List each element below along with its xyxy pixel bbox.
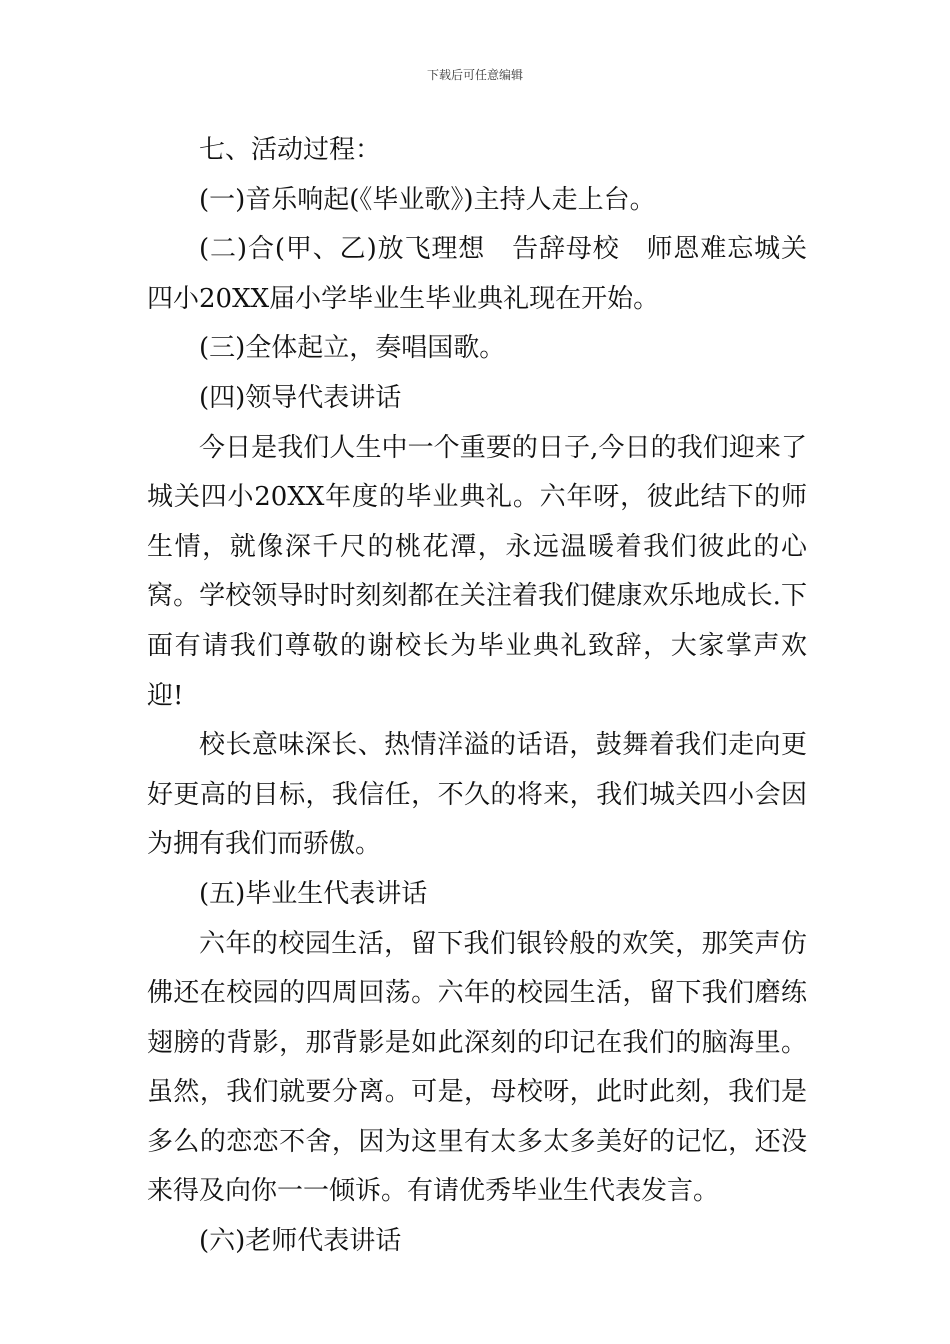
step-4-heading: (四)领导代表讲话: [199, 382, 402, 413]
step-2-paragraph: (二)合(甲、乙)放飞理想 告辞母校 师恩难忘城关四小20XX届小学毕业生毕业典礼现在开始。: [147, 234, 807, 314]
leader-speech-intro-paragraph: 今日是我们人生中一个重要的日子,今日的我们迎来了城关四小20XX年度的毕业典礼。六年呀，彼此结下的师生情，就像深千尺的桃花潭，永远温暖着我们彼此的心窝。学校领导时时刻刻都在关注着我们健康欢乐地成长.下面有请我们尊敬的谢校长为毕业典礼致辞，大家掌声欢迎!: [147, 432, 807, 711]
principal-speech-followup-paragraph: 校长意味深长、热情洋溢的话语，鼓舞着我们走向更好更高的目标，我信任，不久的将来，我们城关四小会因为拥有我们而骄傲。: [147, 730, 807, 860]
step-1-paragraph: (一)音乐响起(《毕业歌》)主持人走上台。: [199, 184, 656, 215]
step-6-heading: (六)老师代表讲话: [199, 1226, 402, 1257]
step-3-paragraph: (三)全体起立，奏唱国歌。: [199, 333, 506, 364]
step-5-heading: (五)毕业生代表讲话: [199, 878, 428, 909]
section-heading-activity-process: 七、活动过程：: [199, 135, 382, 165]
header-note: 下载后可任意编辑: [426, 68, 523, 82]
graduate-speech-intro-paragraph: 六年的校园生活，留下我们银铃般的欢笑，那笑声仿佛还在校园的四周回荡。六年的校园生活，留下我们磨练翅膀的背影，那背影是如此深刻的印记在我们的脑海里。虽然，我们就要分离。可是，母校呀，此时此刻，我们是多么的恋恋不舍，因为这里有太多太多美好的记忆，还没来得及向你一一倾诉。有请优秀毕业生代表发言。: [147, 928, 807, 1207]
document-body: [147, 126, 807, 1267]
